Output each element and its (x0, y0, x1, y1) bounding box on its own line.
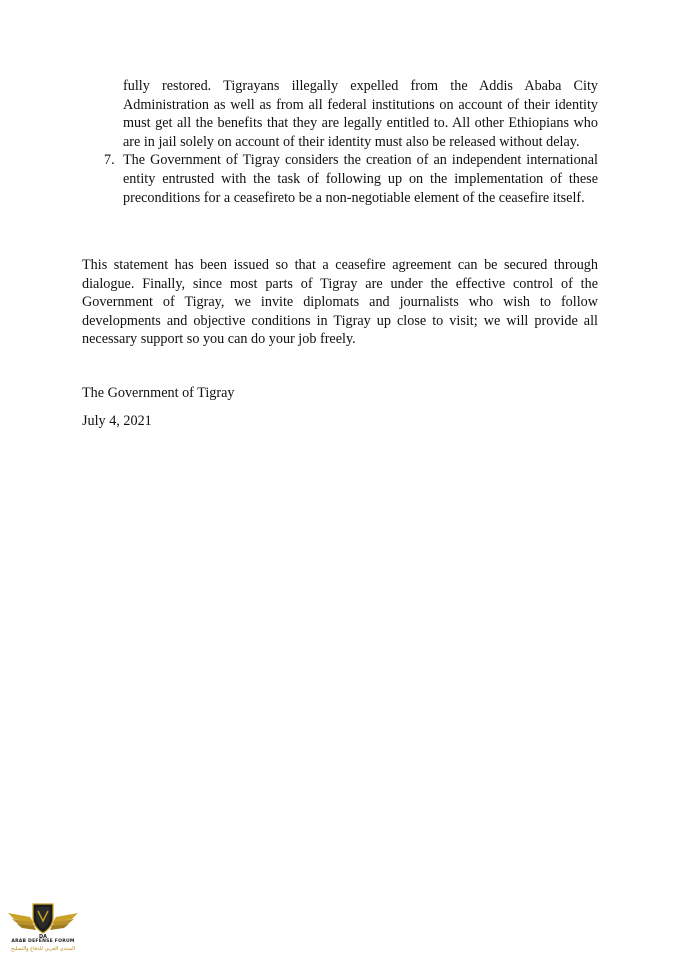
list-item-number: 7. (104, 152, 115, 169)
watermark-logo-text: DA (38, 934, 48, 939)
numbered-list (104, 77, 598, 207)
watermark-title: ARAB DEFENSE FORUM (11, 939, 75, 944)
statement-paragraph: This statement has been issued so that a ceasefire agreement can be secured through dialogue. Finally, since most parts of Tigray are under the effective control of the Government of Tigray, we invite diplomats and journalists who wish to follow developments and objective conditions in Tigray up close to visit; we will provide all necessary support so you can do your job freely. (82, 257, 598, 348)
list-item (104, 77, 598, 151)
date-line: July 4, 2021 (82, 413, 152, 429)
list-item (104, 151, 598, 207)
arab-defense-forum-logo-icon (4, 899, 82, 939)
watermark-subtitle: المنتدى العربي للدفاع والتسليح (10, 946, 76, 952)
signature-line: The Government of Tigray (82, 385, 235, 401)
watermark (4, 899, 82, 957)
list-item-text: The Government of Tigray considers the creation of an independent international entity entrusted with the task of following up on the implementation of these preconditions for a ceasefireto be a non-negotiable element of the ceasefire itself. (123, 152, 598, 206)
list-item-text: fully restored. Tigrayans illegally expelled from the Addis Ababa City Administration as well as from all federal institutions on account of their identity must get all the benefits that they are legally entitled to. All other Ethiopians who are in jail solely on account of their identity must also be released without delay. (123, 78, 598, 150)
